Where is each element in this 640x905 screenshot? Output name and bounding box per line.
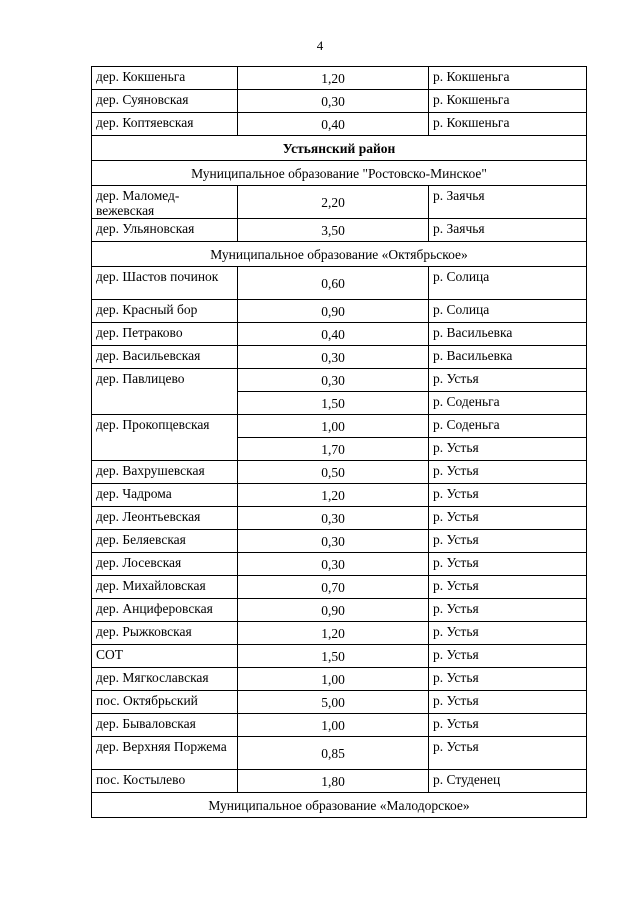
- river-cell: р. Устья: [429, 507, 587, 530]
- settlement-cell: дер. Кокшеньга: [92, 67, 238, 90]
- distance-cell: 0,85: [238, 737, 429, 770]
- municipality-header-row: [92, 242, 587, 267]
- river-cell: р. Устья: [429, 484, 587, 507]
- municipality-title: Муниципальное образование «Малодорское»: [92, 793, 587, 818]
- distance-cell: 0,40: [238, 323, 429, 346]
- river-cell: р. Устья: [429, 645, 587, 668]
- table-row: [92, 113, 587, 136]
- distance-cell: 0,30: [238, 507, 429, 530]
- table-row: [92, 186, 587, 219]
- river-cell: р. Заячья: [429, 219, 587, 242]
- settlement-cell: дер. Лосевская: [92, 553, 238, 576]
- table-row: [92, 770, 587, 793]
- settlement-cell: дер. Маломед-вежевская: [92, 186, 238, 219]
- river-cell: р. Устья: [429, 737, 587, 770]
- settlement-cell: дер. Павлицево: [92, 369, 238, 415]
- distance-cell: 1,20: [238, 67, 429, 90]
- river-cell: р. Устья: [429, 369, 587, 392]
- river-cell: р. Соденьга: [429, 415, 587, 438]
- distance-cell: 0,30: [238, 346, 429, 369]
- settlement-cell: дер. Бываловская: [92, 714, 238, 737]
- distance-cell: 0,30: [238, 369, 429, 392]
- table-row: [92, 645, 587, 668]
- table-row: [92, 461, 587, 484]
- distance-cell: 0,30: [238, 530, 429, 553]
- settlement-cell: дер. Анциферовская: [92, 599, 238, 622]
- distance-cell: 0,40: [238, 113, 429, 136]
- distance-cell: 0,60: [238, 267, 429, 300]
- municipality-title: Муниципальное образование "Ростовско-Минское": [92, 161, 587, 186]
- river-cell: р. Устья: [429, 714, 587, 737]
- settlement-cell: дер. Вахрушевская: [92, 461, 238, 484]
- settlement-cell: СОТ: [92, 645, 238, 668]
- settlement-cell: дер. Беляевская: [92, 530, 238, 553]
- settlement-cell: дер. Васильевская: [92, 346, 238, 369]
- river-cell: р. Кокшеньга: [429, 90, 587, 113]
- settlement-cell: дер. Суяновская: [92, 90, 238, 113]
- river-cell: р. Кокшеньга: [429, 67, 587, 90]
- table-row: [92, 300, 587, 323]
- distance-cell: 0,90: [238, 599, 429, 622]
- settlement-cell: дер. Красный бор: [92, 300, 238, 323]
- page-number: 4: [316, 38, 324, 53]
- distance-cell: 1,50: [238, 645, 429, 668]
- river-cell: р. Солица: [429, 300, 587, 323]
- settlement-cell: дер. Ульяновская: [92, 219, 238, 242]
- table-row: [92, 691, 587, 714]
- river-cell: р. Устья: [429, 553, 587, 576]
- distance-cell: 1,70: [238, 438, 429, 461]
- settlements-table: [91, 66, 587, 818]
- table-row: [92, 346, 587, 369]
- settlement-cell: дер. Рыжковская: [92, 622, 238, 645]
- river-cell: р. Кокшеньга: [429, 113, 587, 136]
- river-cell: р. Студенец: [429, 770, 587, 793]
- river-cell: р. Устья: [429, 438, 587, 461]
- settlement-cell: дер. Михайловская: [92, 576, 238, 599]
- settlement-cell: дер. Леонтьевская: [92, 507, 238, 530]
- distance-cell: 1,20: [238, 622, 429, 645]
- distance-cell: 5,00: [238, 691, 429, 714]
- table-row: [92, 415, 587, 438]
- municipality-header-row: [92, 793, 587, 818]
- distance-cell: 0,70: [238, 576, 429, 599]
- municipality-title: Муниципальное образование «Октябрьское»: [92, 242, 587, 267]
- distance-cell: 1,00: [238, 714, 429, 737]
- distance-cell: 0,50: [238, 461, 429, 484]
- river-cell: р. Соденьга: [429, 392, 587, 415]
- table-row: [92, 737, 587, 770]
- settlement-cell: дер. Петраково: [92, 323, 238, 346]
- river-cell: р. Устья: [429, 599, 587, 622]
- river-cell: р. Васильевка: [429, 323, 587, 346]
- table-row: [92, 219, 587, 242]
- table-body: [92, 67, 587, 818]
- distance-cell: 3,50: [238, 219, 429, 242]
- table-row: [92, 267, 587, 300]
- settlement-cell: дер. Шастов починок: [92, 267, 238, 300]
- table-row: [92, 369, 587, 392]
- river-cell: р. Васильевка: [429, 346, 587, 369]
- table-row: [92, 553, 587, 576]
- river-cell: р. Устья: [429, 622, 587, 645]
- river-cell: р. Устья: [429, 530, 587, 553]
- table-row: [92, 507, 587, 530]
- distance-cell: 1,20: [238, 484, 429, 507]
- river-cell: р. Устья: [429, 668, 587, 691]
- table-row: [92, 484, 587, 507]
- settlement-cell: дер. Верхняя Поржема: [92, 737, 238, 770]
- distance-cell: 1,80: [238, 770, 429, 793]
- table-row: [92, 67, 587, 90]
- distance-cell: 0,30: [238, 553, 429, 576]
- river-cell: р. Солица: [429, 267, 587, 300]
- settlement-cell: дер. Мягкославская: [92, 668, 238, 691]
- river-cell: р. Заячья: [429, 186, 587, 219]
- table-row: [92, 714, 587, 737]
- river-cell: р. Устья: [429, 461, 587, 484]
- table-row: [92, 530, 587, 553]
- table-row: [92, 668, 587, 691]
- settlement-cell: пос. Костылево: [92, 770, 238, 793]
- table-row: [92, 622, 587, 645]
- settlement-cell: дер. Прокопцевская: [92, 415, 238, 461]
- table-row: [92, 90, 587, 113]
- distance-cell: 0,90: [238, 300, 429, 323]
- settlement-cell: пос. Октябрьский: [92, 691, 238, 714]
- distance-cell: 1,50: [238, 392, 429, 415]
- river-cell: р. Устья: [429, 691, 587, 714]
- settlement-cell: дер. Чадрома: [92, 484, 238, 507]
- district-title: Устьянский район: [92, 136, 587, 161]
- table-row: [92, 599, 587, 622]
- table-row: [92, 323, 587, 346]
- municipality-header-row: [92, 161, 587, 186]
- distance-cell: 2,20: [238, 186, 429, 219]
- section-header-row: [92, 136, 587, 161]
- settlement-cell: дер. Коптяевская: [92, 113, 238, 136]
- distance-cell: 1,00: [238, 668, 429, 691]
- distance-cell: 1,00: [238, 415, 429, 438]
- river-cell: р. Устья: [429, 576, 587, 599]
- table-row: [92, 576, 587, 599]
- distance-cell: 0,30: [238, 90, 429, 113]
